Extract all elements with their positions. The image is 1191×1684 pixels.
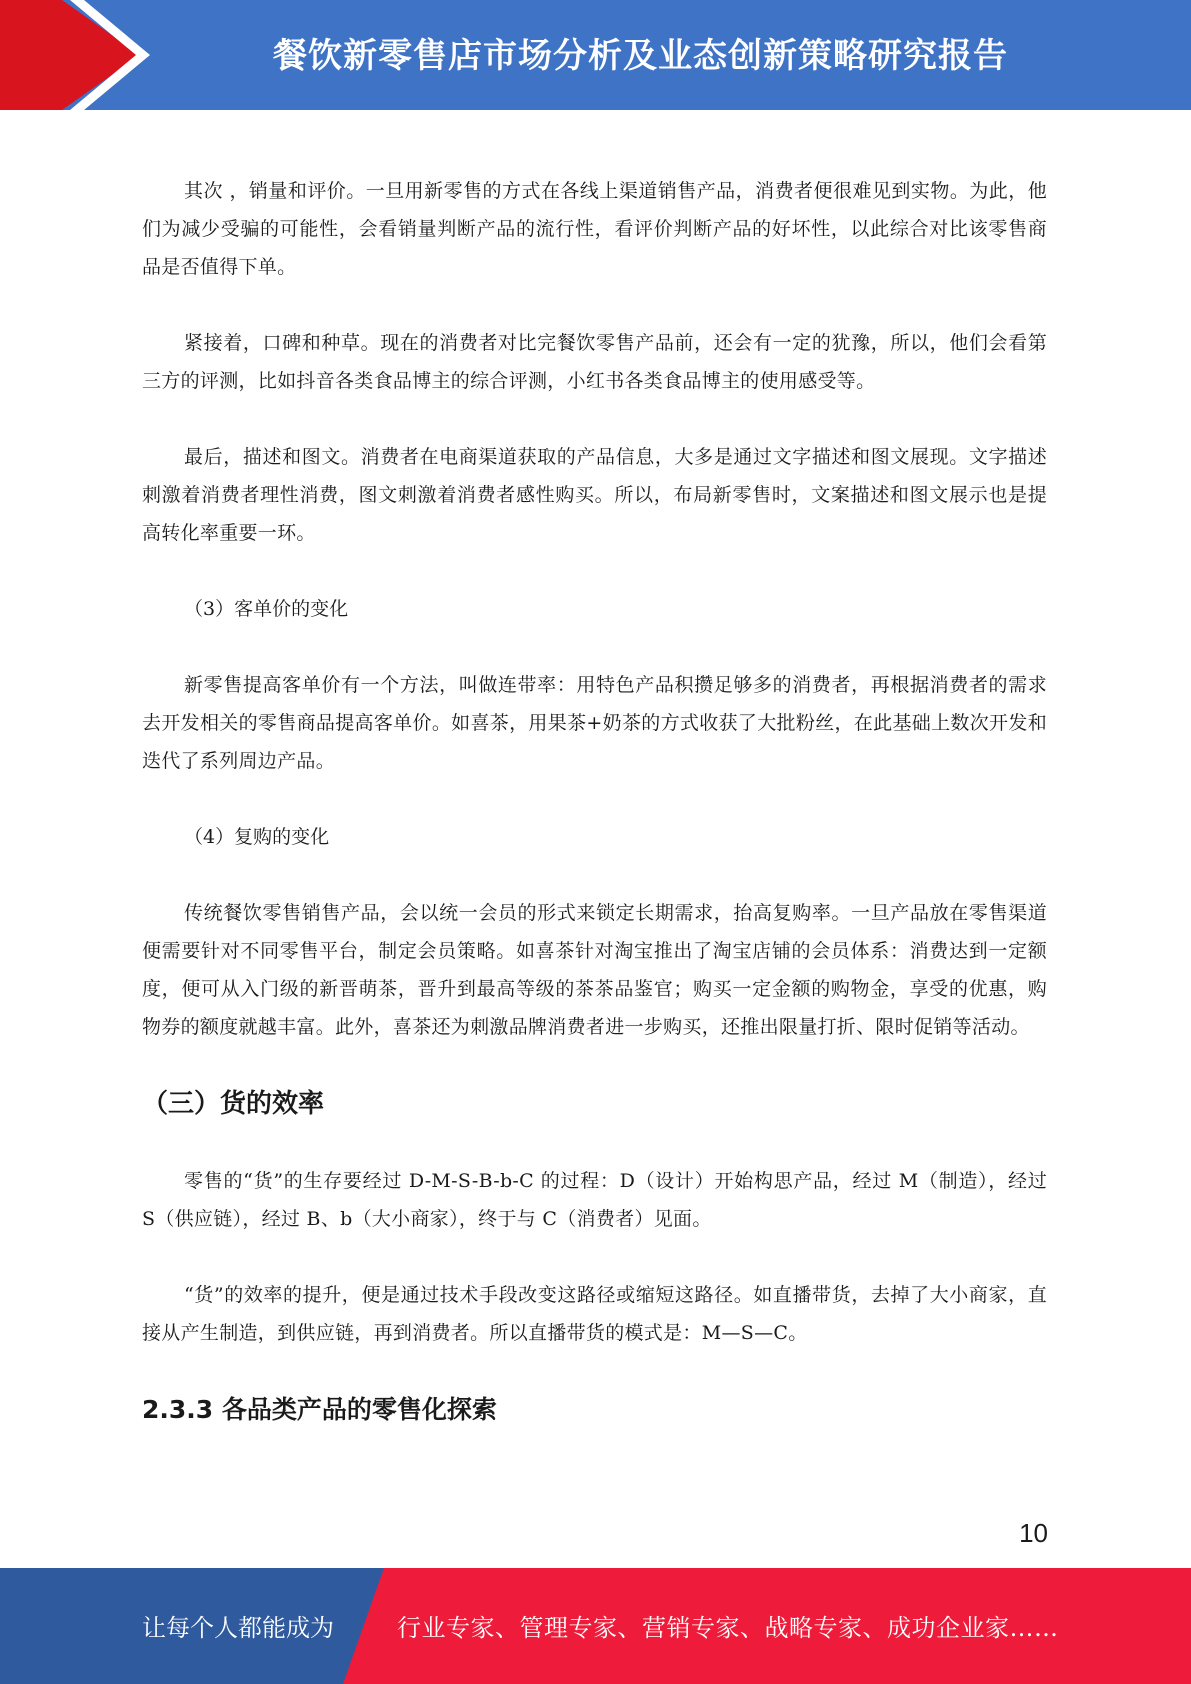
subheading-repurchase: （4）复购的变化 [184,826,330,848]
footer-slogan-left: 让每个人都能成为 [142,1614,334,1642]
document-body [142,172,1047,1430]
paragraph-word-of-mouth: 紧接着，口碑和种草。现在的消费者对比完餐饮零售产品前，还会有一定的犹豫，所以，他们会看第三方的评测，比如抖音各类食品博主的综合评测，小红书各类食品博主的使用感受等。 [142,332,1047,392]
report-title: 餐饮新零售店市场分析及业态创新策略研究报告 [273,36,1008,76]
page-number: 10 [1019,1518,1048,1548]
paragraph-goods-process: 零售的“货”的生存要经过 D-M-S-B-b-C 的过程：D（设计）开始构思产品，经过 M（制造），经过 S（供应链），经过 B、b（大小商家），终于与 C（消费者）见面。 [142,1170,1047,1230]
section-heading-goods-efficiency: （三）货的效率 [142,1089,325,1119]
heading-2-3-3: 2.3.3 各品类产品的零售化探索 [142,1395,497,1424]
paragraph-live-streaming: “货”的效率的提升，便是通过技术手段改变这路径或缩短这路径。如直播带货，去掉了大小商家，直接从产生制造，到供应链，再到消费者。所以直播带货的模式是：M—S—C。 [142,1284,1047,1344]
paragraph-repurchase: 传统餐饮零售销售产品，会以统一会员的形式来锁定长期需求，抬高复购率。一旦产品放在零售渠道便需要针对不同零售平台，制定会员策略。如喜茶针对淘宝推出了淘宝店铺的会员体系：消费达到一定额度，便可从入门级的新晋萌茶，晋升到最高等级的茶茶品鉴官；购买一定金额的购物金，享受的优惠，购物券的额度就越丰富。此外，喜茶还为刺激品牌消费者进一步购买，还推出限量打折、限时促销等活动。 [142,902,1047,1038]
paragraph-order-value: 新零售提高客单价有一个方法，叫做连带率：用特色产品积攒足够多的消费者，再根据消费者的需求去开发相关的零售商品提高客单价。如喜茶，用果茶+奶茶的方式收获了大批粉丝，在此基础上数次开发和迭代了系列周边产品。 [142,674,1047,772]
footer-slogan-right: 行业专家、管理专家、营销专家、战略专家、成功企业家…… [397,1614,1059,1642]
subheading-average-order-value: （3）客单价的变化 [184,598,349,620]
page-header [0,0,1191,110]
paragraph-sales-reviews: 其次 ，销量和评价。一旦用新零售的方式在各线上渠道销售产品，消费者便很难见到实物。为此，他们为减少受骗的可能性，会看销量判断产品的流行性，看评价判断产品的好坏性，以此综合对比该零售商品是否值得下单。 [142,180,1047,278]
paragraph-description-images: 最后，描述和图文。消费者在电商渠道获取的产品信息，大多是通过文字描述和图文展现。文字描述刺激着消费者理性消费，图文刺激着消费者感性购买。所以，布局新零售时，文案描述和图文展示也是提高转化率重要一环。 [142,446,1047,544]
page-footer [0,1568,1191,1684]
